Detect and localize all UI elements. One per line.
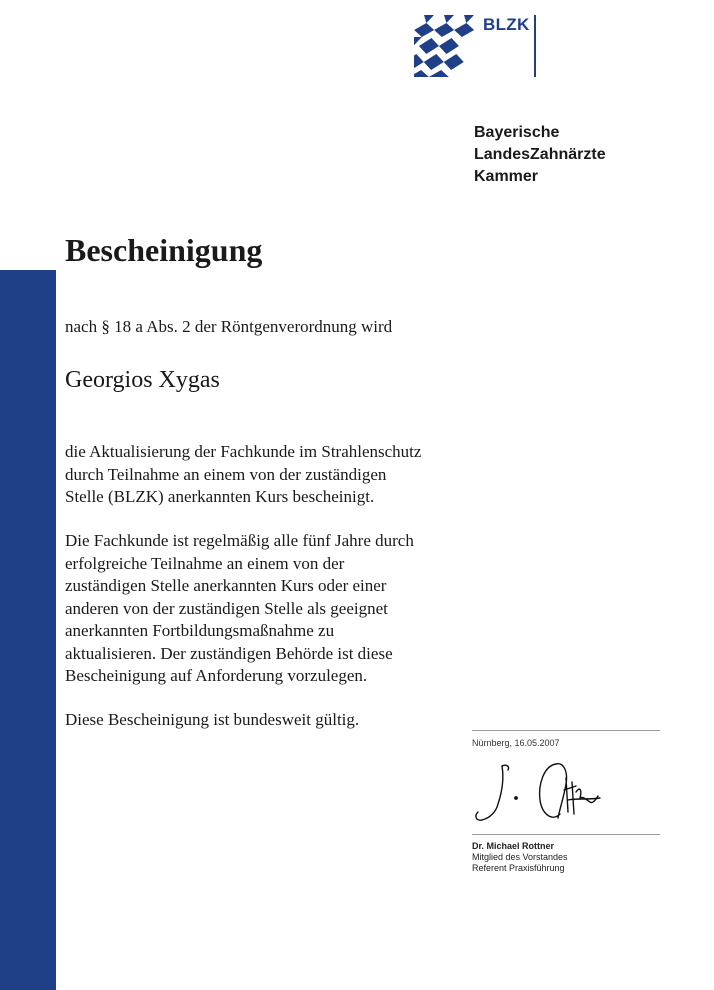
paragraph-line: durch Teilnahme an einem von der zuständigen: [65, 464, 387, 484]
logo-text: BLZK: [483, 15, 530, 34]
paragraph-line: anerkannten Fortbildungsmaßnahme zu: [65, 621, 335, 640]
handwritten-signature: [472, 756, 660, 834]
paragraph-line: die Aktualisierung der Fachkunde im Strahlenschutz: [65, 442, 422, 461]
document-title: Bescheinigung: [65, 232, 263, 268]
paragraph-line: Bescheinigung auf Anforderung vorzulegen.: [65, 666, 368, 685]
organization-line: Bayerische: [474, 124, 560, 141]
organization-line: LandesZahnärzte: [474, 146, 606, 163]
place-date: Nürnberg, 16.05.2007: [472, 738, 560, 748]
signer-role: Mitglied des Vorstandes: [472, 852, 568, 862]
legal-basis-text: nach § 18 a Abs. 2 der Röntgenverordnung wird: [65, 317, 393, 336]
paragraph-line: aktualisieren. Der zuständigen Behörde ist diese: [65, 643, 393, 663]
paragraph-line: zuständigen Stelle anerkannten Kurs oder einer: [65, 576, 387, 595]
blzk-logo: [414, 13, 540, 79]
signer-role: Referent Praxisführung: [472, 863, 565, 873]
paragraph-line: erfolgreiche Teilnahme an einem von der: [65, 553, 345, 573]
organization-line: Kammer: [474, 168, 539, 185]
signer-info: [472, 841, 568, 874]
signature-bottom-rule: [472, 834, 660, 835]
organization-name: [474, 122, 606, 188]
signer-name: Dr. Michael Rottner: [472, 841, 555, 851]
bavarian-diamond-flag-icon: [414, 15, 478, 77]
paragraph-line: Stelle (BLZK) anerkannten Kurs bescheinigt.: [65, 487, 375, 506]
signature-block: [472, 730, 660, 873]
paragraph-line: Die Fachkunde ist regelmäßig alle fünf Jahre durch: [65, 531, 414, 550]
confirmation-paragraph: [65, 441, 485, 509]
signature-top-rule: [472, 730, 660, 731]
validity-paragraph: Diese Bescheinigung ist bundesweit gültig.: [65, 710, 360, 729]
paragraph-line: anderen von der zuständigen Stelle als geeignet: [65, 598, 388, 618]
side-accent-bar: [0, 270, 56, 990]
requirement-paragraph: [65, 530, 485, 688]
logo-divider: [534, 15, 536, 77]
recipient-name: Georgios Xygas: [65, 367, 220, 393]
